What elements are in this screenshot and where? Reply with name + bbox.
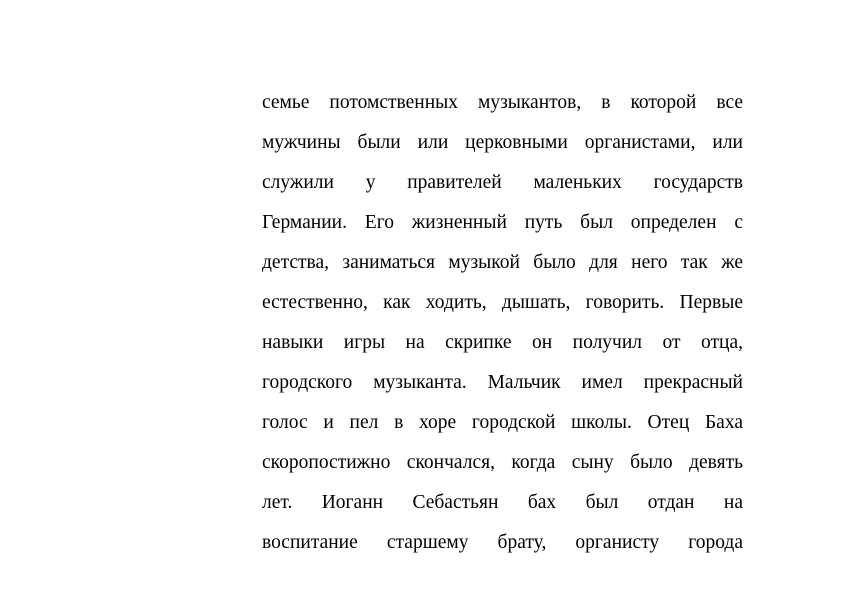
body-text — [262, 83, 743, 563]
text-line: скоропостижно скончался, когда сыну было девять — [262, 452, 743, 473]
text-line: детства, заниматься музыкой было для него так же — [262, 252, 743, 273]
text-line: Германии. Его жизненный путь был определен с — [262, 212, 743, 233]
text-line: голос и пел в хоре городской школы. Отец Баха — [262, 412, 743, 433]
text-line: семье потомственных музыкантов, в которой все — [262, 92, 743, 113]
text-line: навыки игры на скрипке он получил от отца, — [262, 332, 743, 353]
text-line: служили у правителей маленьких государств — [262, 172, 743, 193]
text-line: мужчины были или церковными органистами, или — [262, 132, 743, 153]
text-line: естественно, как ходить, дышать, говорить. Первые — [262, 292, 743, 313]
text-line: городского музыканта. Мальчик имел прекрасный — [262, 372, 743, 393]
text-line: воспитание старшему брату, органисту города — [262, 532, 743, 553]
text-line: лет. Иоганн Себастьян бах был отдан на — [262, 492, 743, 513]
